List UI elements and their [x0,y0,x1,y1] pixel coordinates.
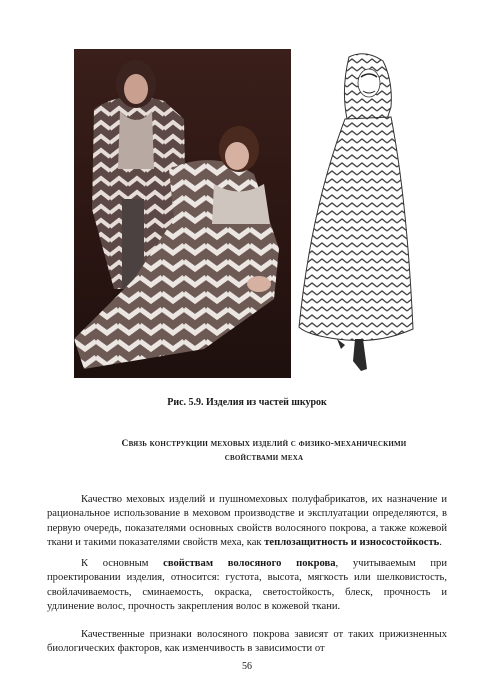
paragraph-1-text: Качество меховых изделий и пушномеховых полуфабрикатов, их назначение и рациональное использование в меховом производстве и эксплуатации определяются, в первую очередь, показателями основных свойств волосяного покрова, а также кожевой ткани и такими показателями свойств меха, как [47,494,447,548]
paragraph-2 [47,557,447,614]
page-number: 56 [242,661,252,672]
section-heading [84,437,444,465]
paragraph-3-text: Качественные признаки волосяного покрова зависят от таких прижизненных биологических факторов, как изменчивость в зависимости от [47,629,447,655]
paragraph-1-end: . [439,536,442,548]
paragraph-1-bold: теплозащитность и износостойкость [264,536,440,548]
hooded-cape-illustration [297,49,417,379]
section-heading-line2: свойствами меха [224,453,304,463]
fur-coats-photo [74,49,291,378]
section-heading-line1: Связь конструкции меховых изделий с физико-механическими [121,439,407,449]
paragraph-3 [47,628,447,657]
paragraph-2-bold: свойствам волосяного покрова [163,558,336,569]
figure-caption: Рис. 5.9. Изделия из частей шкурок [167,397,327,408]
paragraph-2-text: , учитываемым при проектировании изделия, относится: густота, высота, мягкость или шелковистость, свойлачиваемость, сминаемость, окраска, светостойкость, блеск, прочность и удлинение волос, прочность закрепления волос в кожевой ткани. [47,558,448,612]
paragraph-1 [47,493,447,550]
paragraph-2-lead: К основным [81,558,164,569]
